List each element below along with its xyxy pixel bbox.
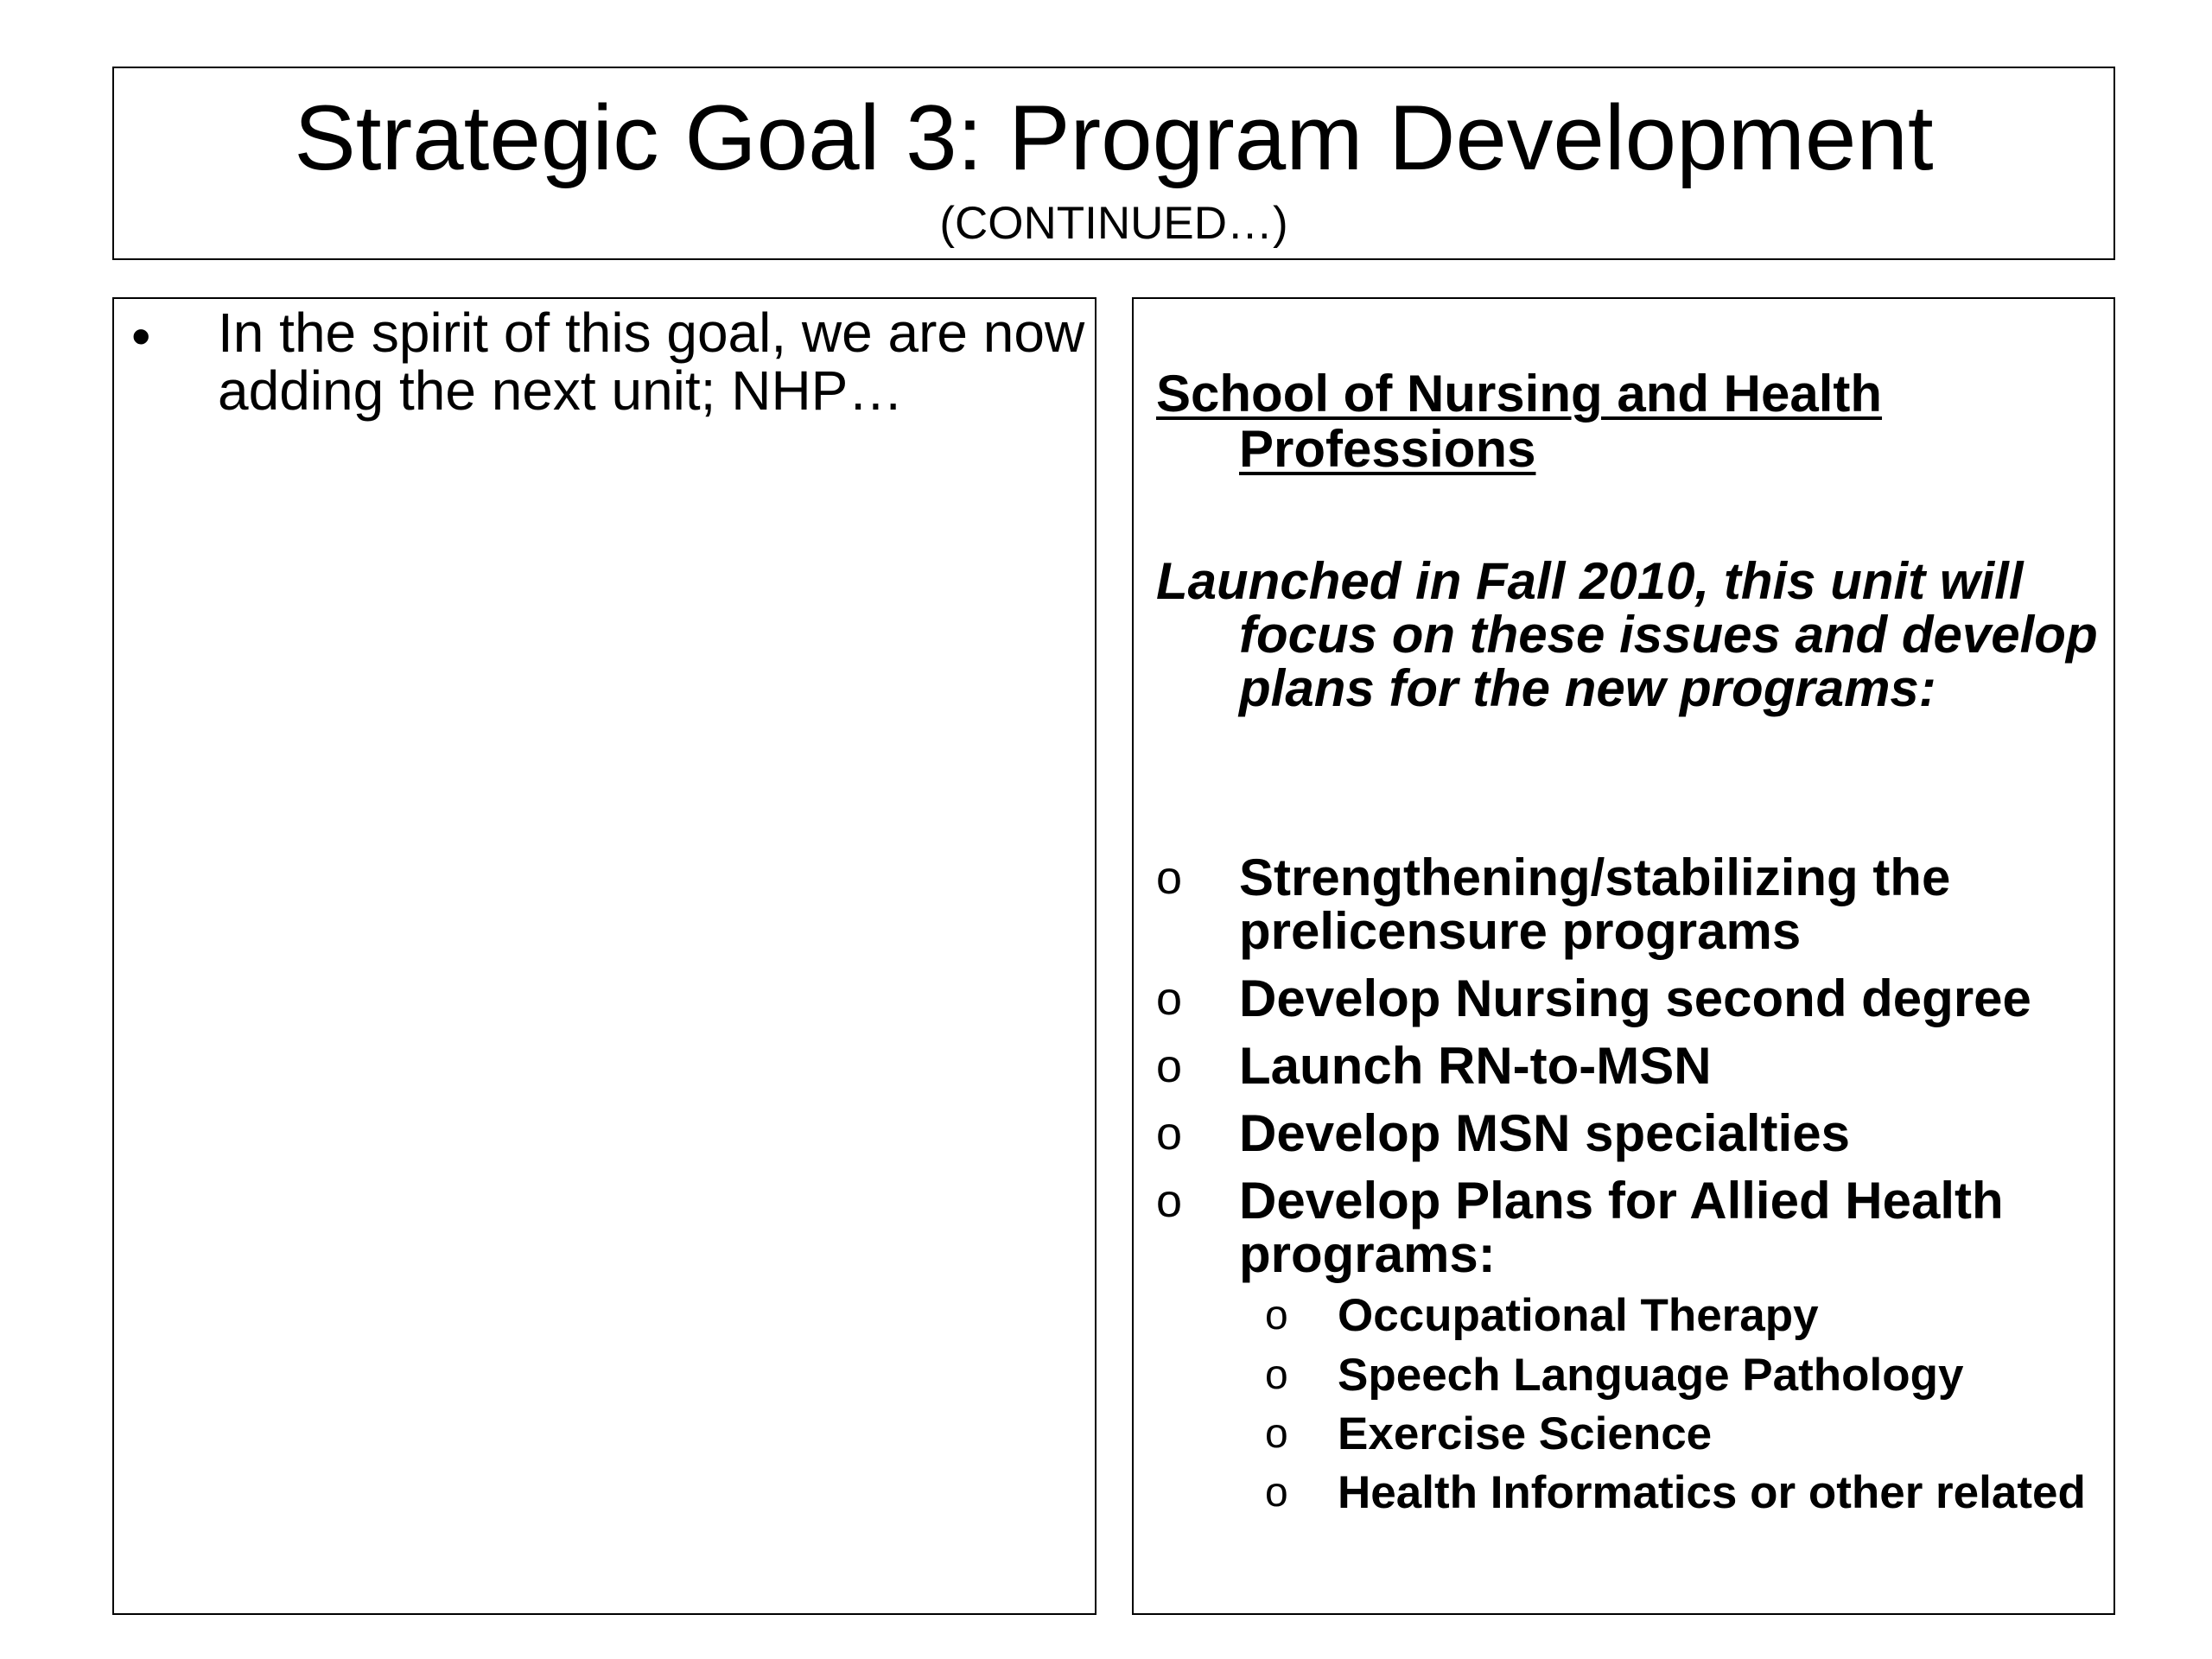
intro-paragraph: Launched in Fall 2010, this unit will focus on these issues and develop plans for the new programs: — [1156, 552, 2098, 717]
title-box — [112, 67, 2115, 260]
sub-list-item-text: Exercise Science — [1338, 1408, 1713, 1459]
sub-list-item-text: Speech Language Pathology — [1338, 1350, 1964, 1401]
sub-list-marker: o — [1265, 1411, 1288, 1457]
list-item-text: Launch RN-to-MSN — [1239, 1037, 1712, 1095]
list-marker: o — [1156, 1040, 1183, 1092]
list-marker: o — [1156, 852, 1183, 904]
sub-list-item-text: Health Informatics or other related — [1338, 1467, 2086, 1518]
sub-list-marker: o — [1265, 1470, 1288, 1516]
list-item-text: Develop Nursing second degree — [1239, 969, 2031, 1027]
sub-list-item-text: Occupational Therapy — [1338, 1290, 1819, 1341]
list-item-text: Develop Plans for Allied Health programs: — [1239, 1172, 2004, 1283]
list-item-text: Develop MSN specialties — [1239, 1104, 1850, 1162]
list-item-text: Strengthening/stabilizing the prelicensure programs — [1239, 849, 1951, 960]
sub-list-marker: o — [1265, 1352, 1288, 1398]
list-marker: o — [1156, 1175, 1183, 1227]
left-content-panel — [112, 297, 1096, 1615]
bullet-marker: • — [131, 305, 151, 367]
list-marker: o — [1156, 1108, 1183, 1160]
sub-list-marker: o — [1265, 1293, 1288, 1338]
school-heading: School of Nursing and Health Professions — [1156, 365, 1883, 478]
slide-title: Strategic Goal 3: Program Development — [294, 86, 1934, 189]
slide-subtitle: (CONTINUED…) — [939, 198, 1288, 249]
list-marker: o — [1156, 973, 1183, 1025]
left-panel-text: In the spirit of this goal, we are now adding the next unit; NHP… — [218, 302, 1085, 422]
